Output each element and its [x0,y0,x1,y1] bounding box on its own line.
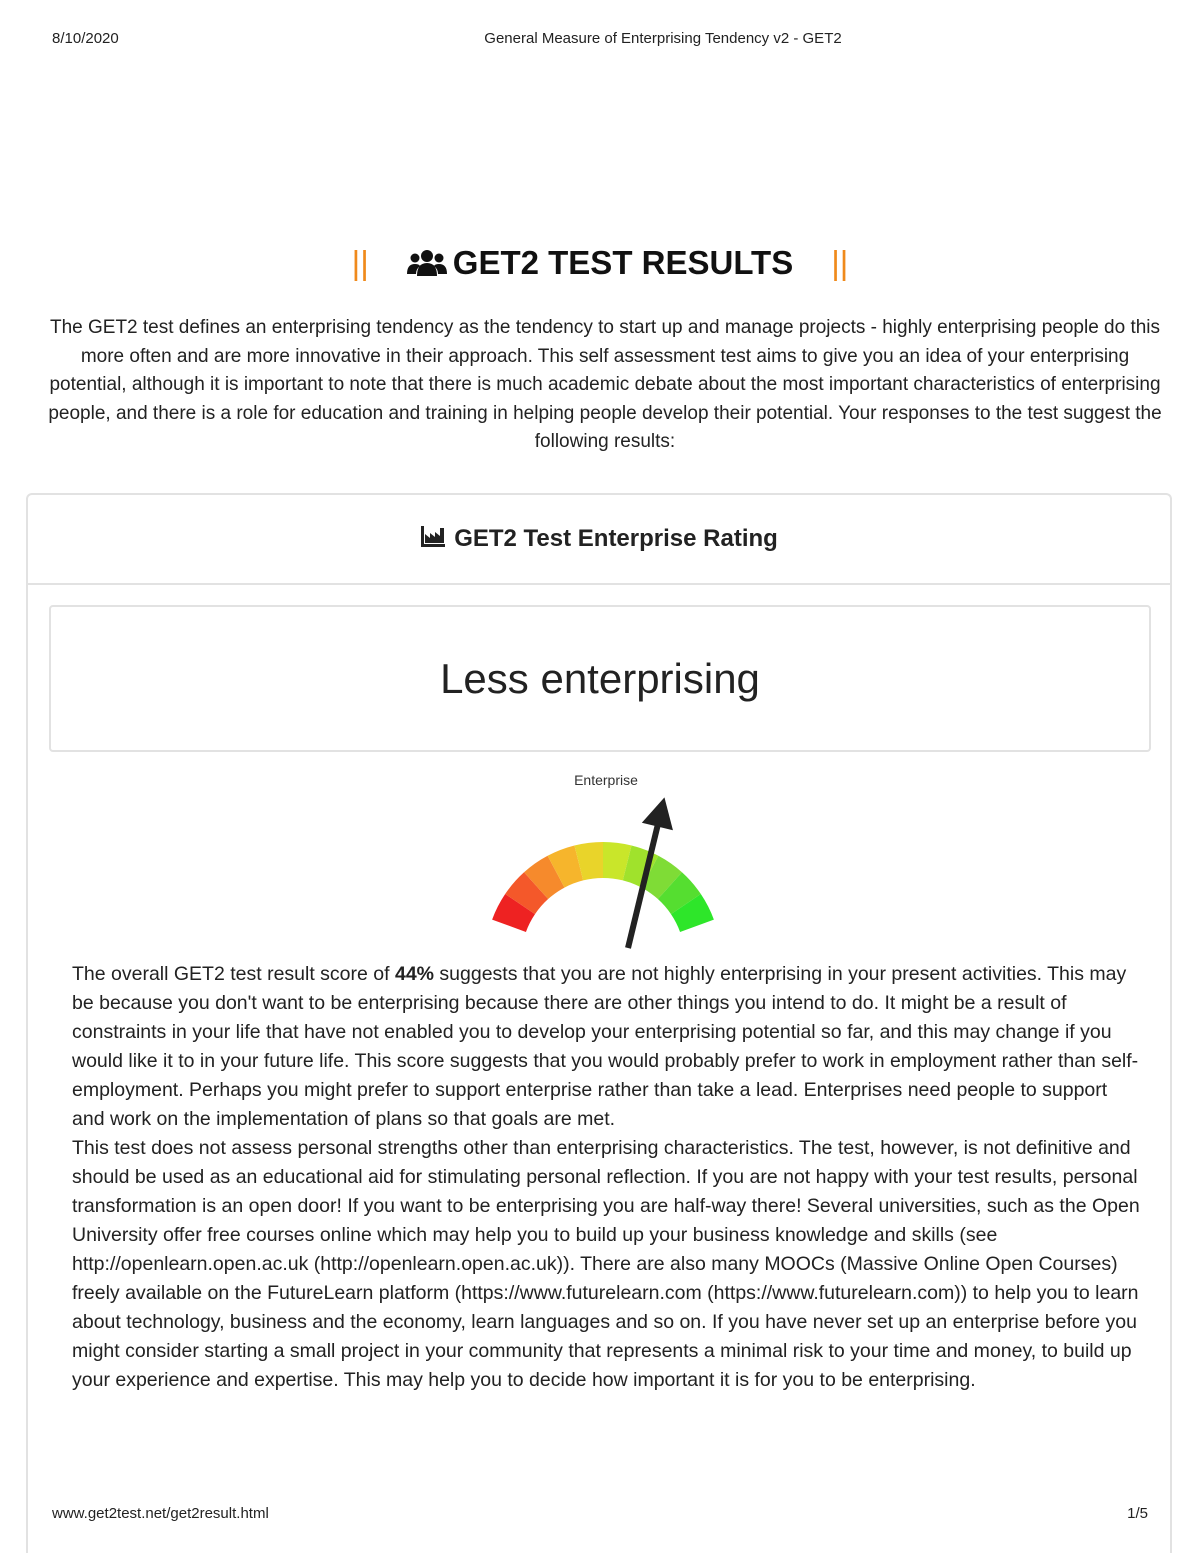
title-right-bar: || [831,244,849,281]
title-left-bar: || [351,244,369,281]
factory-chart-icon [420,524,446,555]
intro-paragraph: The GET2 test defines an enterprising tendency as the tendency to start up and manage projects - highly enterprising people do this more often and are more innovative in their approach. This self assessment test aims to give you an idea of your enterprising potential, although it is important to note that there is much academic debate about the most important characteristics of enterprising people, and there is a role for education and training in helping people develop their potential. Your responses to the test suggest the following results: [48,317,1162,453]
result-paragraph-2: This test does not assess personal strengths other than enterprising characteristics. The test, however, is not definitive and should be used as an educational aid for stimulating personal reflection. If you are not happy with your test results, personal transformation is an open door! If you want to be enterprising you are half-way there! Several universities, such as the Open University offer free courses online which may help you to build up your business knowledge and skills (see http://openlearn.open.ac.uk (http://openlearn.open.ac.uk)). There are also many MOOCs (Massive Online Open Courses) freely available on the FutureLearn platform (https://www.futurelearn.com (https://www.futurelearn.com)) to help you to learn about technology, business and the economy, learn languages and so on. If you have never set up an enterprise before you might consider starting a small project in your community that represents a minimal risk to your time and money, to build up your experience and expertise. This may help you to decide how important it is for you to be enterprising. [72,1137,1140,1391]
result-p1-after: suggests that you are not highly enterprising in your present activities. This may be because you don't want to be enterprising because there are other things you intend to do. It might be a result of constraints in your life that have not enabled you to develop your enterprising potential so far, and this may change if you would like it to in your future life. This score suggests that you would probably prefer to work in employment rather than self-employment. Perhaps you might prefer to support enterprise rather than take a lead. Enterprises need people to support and work on the implementation of plans so that goals are met. [72,963,1139,1130]
print-title: General Measure of Enterprising Tendency v2 - GET2 [484,30,842,47]
rating-value: Less enterprising [440,654,760,702]
print-date: 8/10/2020 [52,30,119,47]
result-text [72,960,1142,1395]
title-text: GET2 TEST RESULTS [452,244,794,281]
card-title: GET2 Test Enterprise Rating [454,525,778,552]
result-p1-before: The overall GET2 test result score of [72,963,395,985]
page-title [0,244,1200,286]
rating-box [49,605,1151,752]
rating-card [26,493,1172,1553]
print-url: www.get2test.net/get2result.html [52,1505,269,1522]
score-value: 44% [394,963,434,985]
card-header [28,495,1170,585]
users-icon [407,248,447,286]
result-paragraph-1 [72,960,1142,1134]
gauge-needle-head [642,797,673,830]
gauge-label: Enterprise [574,772,638,788]
page-number: 1/5 [1127,1505,1148,1522]
enterprise-gauge [483,765,723,965]
